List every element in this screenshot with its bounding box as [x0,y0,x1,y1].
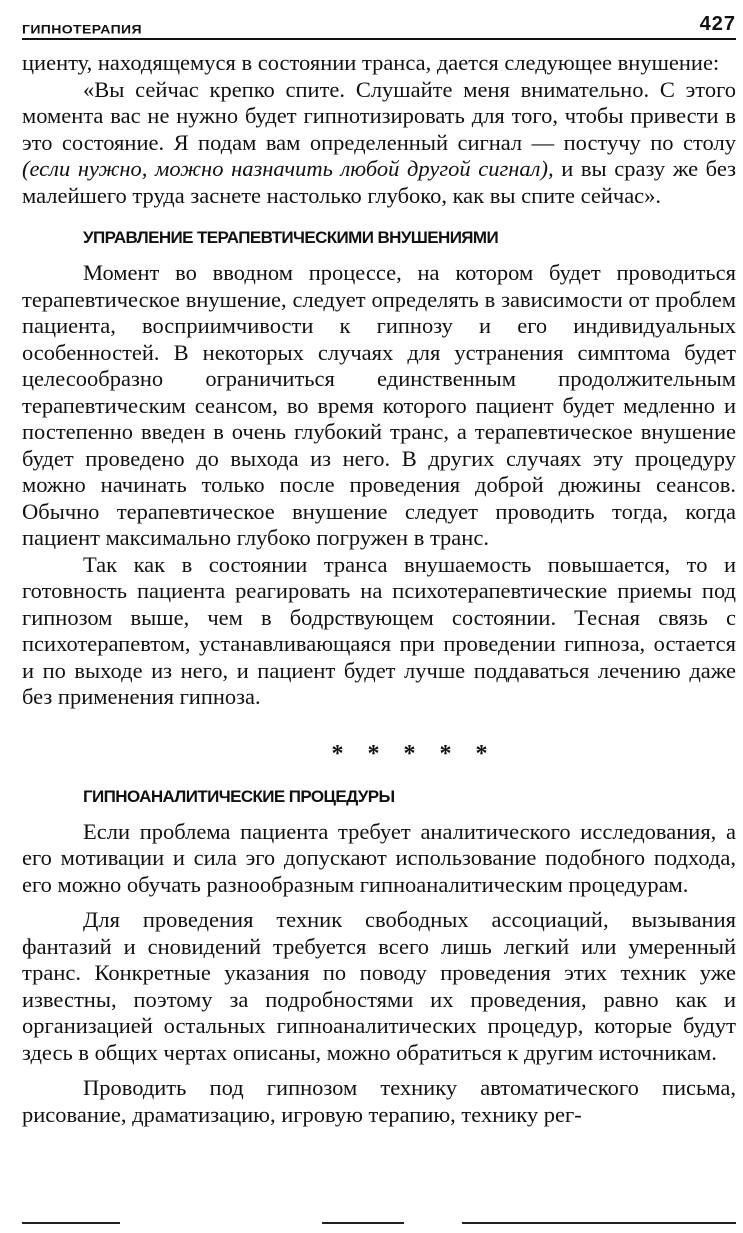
paragraph-suggestibility: Так как в состоянии транса внушаемость повышается, то и готовность пациента реагировать на психотерапевтические приемы под гипнозом выше, чем в бодрствующем состоянии. Тесная связь с психотерапевтом, устанавливающаяся при проведении гипноза, остается и по выходе из него, и пациент будет лучше поддаваться лечению даже без применения гипноза. [22,551,736,709]
paragraph-automatic-writing: Проводить под гипнозом технику автоматического письма, рисование, драматизацию, игровую терапию, технику рег- [22,1075,736,1127]
paragraph-moment: Момент во вводном процессе, на котором будет проводиться терапевтическое внушение, следует определять в зависимости от проблем пациента, восприимчивости к гипнозу и его индивидуальных особенностей. В некоторых случаях для устранения симптома будет целесообразно ограничиться единственным продолжительным терапевтическим сеансом, во время которого пациент будет медленно и постепенно введен в очень глубокий транс, а терапевтическое внушение будет проведено до выхода из него. В других случаях эту процедуру можно начинать только после проведения доброй дюжины сеансов. Обычно терапевтическое внушение следует проводить тогда, когда пациент максимально глубоко погружен в транс. [22,260,736,550]
footer-rule [22,1222,736,1224]
book-page [22,10,736,1128]
paragraph-continuation: циенту, находящемуся в состоянии транса, дается следующее внушение: [22,50,720,75]
section-heading-hypnoanalytic: ГИПНОАНАЛИТИЧЕСКИЕ ПРОЦЕДУРЫ [83,786,395,806]
quote-text-start: «Вы сейчас крепко спите. Слушайте меня внимательно. С этого момента вас не нужно будет гипнотизировать для того, чтобы привести в это состояние. Я подам вам определенный сигнал — постучу по столу [22,76,736,155]
paragraph-quote [22,77,736,210]
running-header [22,10,736,40]
paragraph-analytic-problem: Если проблема пациента требует аналитического исследования, а его мотивации и сила эго допускают использование подобного подхода, его можно обучать разнообразным гипноаналитическим процедурам. [22,818,736,897]
paragraph-free-association: Для проведения техник свободных ассоциаций, вызывания фантазий и сновидений требуется всего лишь легкий или умеренный транс. Конкретные указания по поводу проведения этих техник уже известны, поэтому за подробностями их проведения, равно как и организацией остальных гипноаналитических процедур, которые будут здесь в общих чертах описаны, можно обратиться к другим источникам. [22,907,736,1065]
quote-italic-aside: (если нужно, можно назначить любой другой сигнал), [22,156,554,181]
quote-text-end: и вы сразу же без малейшего труда заснете настолько глубоко, как вы спите сейчас». [22,156,736,208]
section-separator-stars: * * * * * [331,740,497,767]
page-number: 427 [699,13,736,35]
running-title: ГИПНОТЕРАПИЯ [22,22,142,36]
section-heading-therapeutic-suggestions: УПРАВЛЕНИЕ ТЕРАПЕВТИЧЕСКИМИ ВНУШЕНИЯМИ [83,228,499,247]
